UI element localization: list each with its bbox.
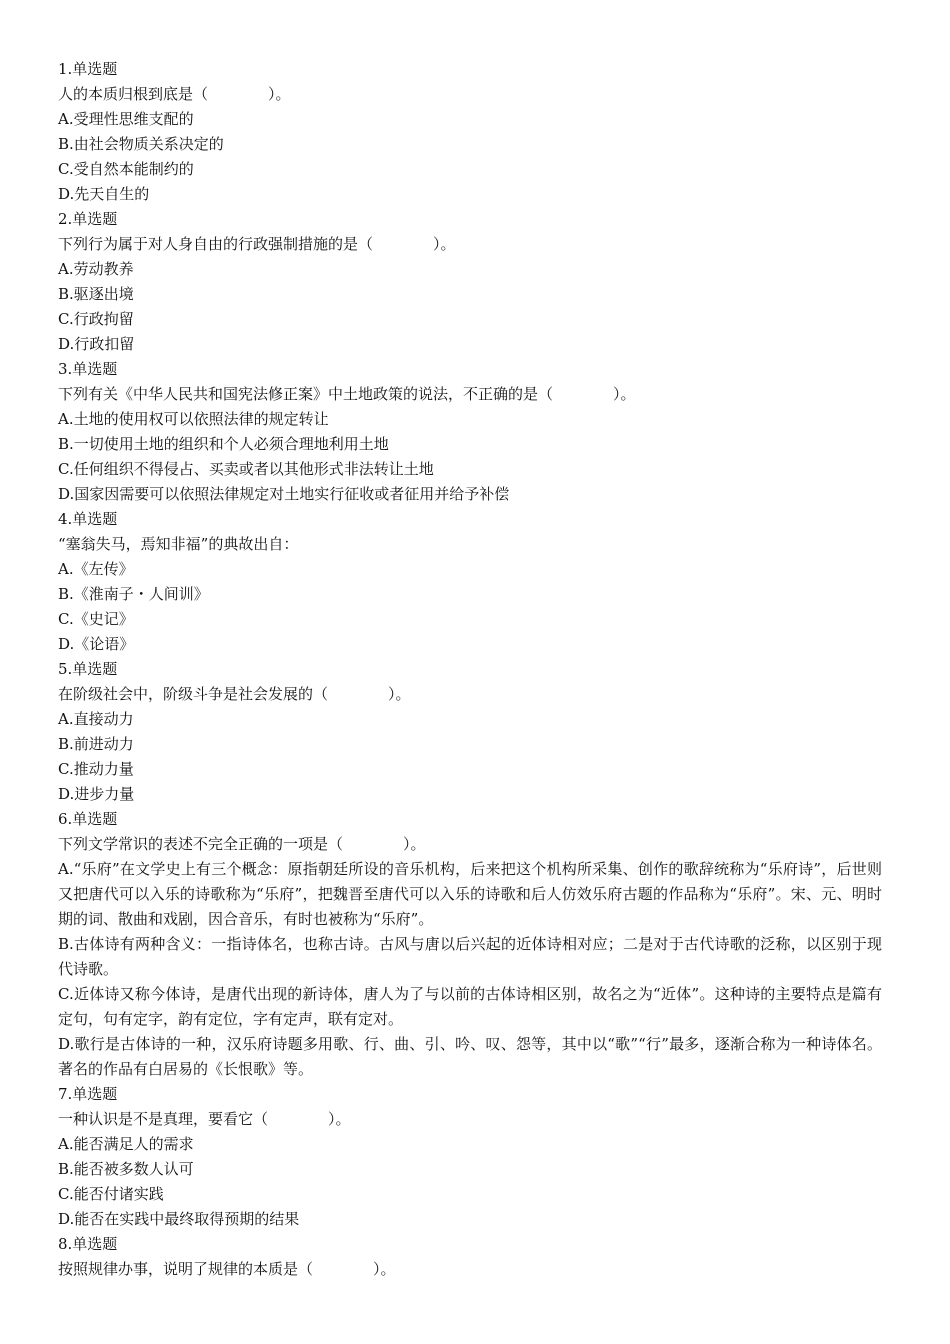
question-header: 4.单选题: [58, 510, 118, 528]
question-6: [58, 807, 882, 1082]
option-c: C.推动力量: [58, 760, 134, 778]
option-a: A.《左传》: [58, 560, 134, 578]
option-b: B.古体诗有两种含义：一指诗体名，也称古诗。古风与唐以后兴起的近体诗相对应；二是对于古代诗歌的泛称，以区别于现代诗歌。: [58, 935, 882, 978]
question-stem: 下列行为属于对人身自由的行政强制措施的是（ ）。: [58, 235, 456, 253]
option-a: A.土地的使用权可以依照法律的规定转让: [58, 410, 329, 428]
question-1: [58, 57, 882, 207]
option-b: B.《淮南子・人间训》: [58, 585, 209, 603]
option-d: D.国家因需要可以依照法律规定对土地实行征收或者征用并给予补偿: [58, 485, 510, 503]
option-b: B.由社会物质关系决定的: [58, 135, 224, 153]
question-stem: 在阶级社会中，阶级斗争是社会发展的（ ）。: [58, 685, 411, 703]
question-5: [58, 657, 882, 807]
question-7: [58, 1082, 882, 1232]
option-d: D.《论语》: [58, 635, 135, 653]
question-header: 3.单选题: [58, 360, 118, 378]
option-a: A.劳动教养: [58, 260, 134, 278]
option-a: A.能否满足人的需求: [58, 1135, 194, 1153]
question-stem: 按照规律办事，说明了规律的本质是（ ）。: [58, 1260, 396, 1278]
option-d: D.进步力量: [58, 785, 135, 803]
option-c: C.受自然本能制约的: [58, 160, 194, 178]
option-a: A.“乐府”在文学史上有三个概念：原指朝廷所设的音乐机构，后来把这个机构所采集、创作的歌辞统称为“乐府诗”，后世则又把唐代可以入乐的诗歌称为“乐府”，把魏晋至唐代可以入乐的诗歌和后人仿效乐府古题的作品称为“乐府”。宋、元、明时期的词、散曲和戏剧，因合音乐，有时也被称为“乐府”。: [58, 860, 882, 928]
option-a: A.直接动力: [58, 710, 134, 728]
question-header: 8.单选题: [58, 1235, 118, 1253]
option-b: B.驱逐出境: [58, 285, 134, 303]
option-d: D.行政扣留: [58, 335, 135, 353]
question-stem: 一种认识是不是真理，要看它（ ）。: [58, 1110, 351, 1128]
option-c: C.行政拘留: [58, 310, 134, 328]
question-stem: “塞翁失马，焉知非福”的典故出自：: [58, 535, 299, 553]
question-header: 7.单选题: [58, 1085, 118, 1103]
question-8: [58, 1232, 882, 1282]
option-d: D.能否在实践中最终取得预期的结果: [58, 1210, 300, 1228]
option-b: B.一切使用土地的组织和个人必须合理地利用土地: [58, 435, 389, 453]
question-header: 6.单选题: [58, 810, 118, 828]
question-header: 2.单选题: [58, 210, 118, 228]
option-c: C.能否付诸实践: [58, 1185, 164, 1203]
option-d: D.先天自生的: [58, 185, 150, 203]
option-d: D.歌行是古体诗的一种，汉乐府诗题多用歌、行、曲、引、吟、叹、怨等，其中以“歌”“行”最多，逐渐合称为一种诗体名。著名的作品有白居易的《长恨歌》等。: [58, 1035, 882, 1078]
question-3: [58, 357, 882, 507]
option-c: C.《史记》: [58, 610, 134, 628]
option-c: C.任何组织不得侵占、买卖或者以其他形式非法转让土地: [58, 460, 434, 478]
option-c: C.近体诗又称今体诗，是唐代出现的新诗体，唐人为了与以前的古体诗相区别，故名之为“近体”。这种诗的主要特点是篇有定句，句有定字，韵有定位，字有定声，联有定对。: [58, 985, 882, 1028]
question-stem: 人的本质归根到底是（ ）。: [58, 85, 291, 103]
option-b: B.前进动力: [58, 735, 134, 753]
question-stem: 下列有关《中华人民共和国宪法修正案》中土地政策的说法，不正确的是（ ）。: [58, 385, 636, 403]
question-4: [58, 507, 882, 657]
question-header: 5.单选题: [58, 660, 118, 678]
option-b: B.能否被多数人认可: [58, 1160, 194, 1178]
question-2: [58, 207, 882, 357]
question-header: 1.单选题: [58, 60, 118, 78]
question-document: [58, 57, 882, 1282]
option-a: A.受理性思维支配的: [58, 110, 194, 128]
question-stem: 下列文学常识的表述不完全正确的一项是（ ）。: [58, 835, 426, 853]
